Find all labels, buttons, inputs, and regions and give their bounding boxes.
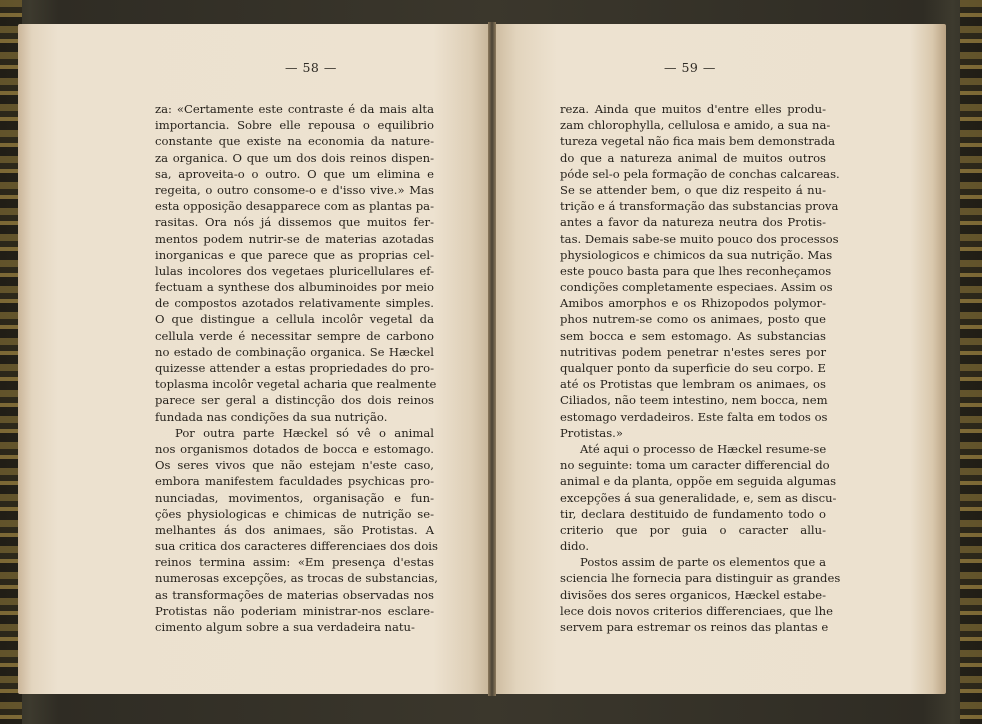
text-line: lulas incolores dos vegetaes pluricellulares ef- <box>155 263 434 278</box>
text-line: toplasma incolôr vegetal acharia que realmente <box>155 377 437 392</box>
text-line: no seguinte: toma um caracter differencial do <box>560 458 830 473</box>
text-line: sa, aproveita-o o outro. O que um elimina e <box>155 166 434 181</box>
text-line: parece ser geral a distincção dos dois reinos <box>155 393 434 408</box>
text-line: Protistas.» <box>560 425 623 440</box>
left-page-number: — 58 — <box>285 60 337 75</box>
text-line: cimento algum sobre a sua verdadeira natu- <box>155 620 415 634</box>
text-line: Até aqui o processo de Hæckel resume-se <box>580 441 827 456</box>
text-line: lece dois novos criterios differenciaes, que lhe <box>560 603 833 618</box>
text-line: fectuam a synthese dos albuminoides por meio <box>155 280 434 295</box>
text-line: mentos podem nutrir-se de materias azotadas <box>155 231 434 246</box>
text-line: estomago verdadeiros. Este falta em todos os <box>560 409 828 424</box>
text-line: numerosas excepções, as trocas de substancias, <box>155 571 438 586</box>
text-line: servem para estremar os reinos das plantas e <box>560 620 829 634</box>
text-line: melhantes ás dos animaes, são Protistas. A <box>155 522 434 537</box>
text-line: qualquer ponto da superficie do seu corpo. E <box>560 361 826 375</box>
text-line: animal e da planta, oppõe em seguida algumas <box>560 474 837 489</box>
text-line: até os Protistas que lembram os animaes, os <box>560 377 826 392</box>
text-line: Os seres vivos que não estejam n'este caso, <box>155 458 434 473</box>
right-page-text <box>560 101 841 635</box>
text-line: O que distingue a cellula incolôr vegetal da <box>155 312 434 327</box>
text-line: quizesse attender a estas propriedades do pro- <box>155 361 434 375</box>
text-line: fundada nas condições da sua nutrição. <box>155 409 388 424</box>
text-line: criterio que por guia o caracter allu- <box>560 522 826 537</box>
left-page-text <box>155 101 438 635</box>
text-line: Se se attender bem, o que diz respeito á nu- <box>560 182 826 197</box>
text-line: as transformações de materias observadas nos <box>155 587 434 602</box>
text-line: sua critica dos caracteres differenciaes dos dois <box>155 539 438 554</box>
text-line: za organica. O que um dos dois reinos dispen- <box>155 150 434 165</box>
text-line: de compostos azotados relativamente simples. <box>155 296 434 311</box>
text-line: importancia. Sobre elle repousa o equilibrio <box>155 118 434 133</box>
text-line: nunciadas, movimentos, organisação e fun- <box>155 490 434 505</box>
text-line: trição e á transformação das substancias prova <box>560 199 839 214</box>
book-gutter <box>488 22 496 696</box>
text-line: Postos assim de parte os elementos que a <box>580 555 826 570</box>
text-line: nutritivas podem penetrar n'estes seres por <box>560 344 826 359</box>
text-line: esta opposição desapparece com as plantas pa- <box>155 199 434 214</box>
text-line: cellula verde é necessitar sempre de carbono <box>155 328 434 343</box>
text-line: tir, declara destituido de fundamento todo o <box>560 506 826 521</box>
text-line: Protistas não poderiam ministrar-nos esclare- <box>155 603 434 618</box>
text-line: rasitas. Ora nós já dissemos que muitos fer- <box>155 215 434 230</box>
text-line: constante que existe na economia da nature- <box>155 134 434 149</box>
text-line: physiologicos e chimicos da sua nutrição. Mas <box>560 247 833 262</box>
right-page-number: — 59 — <box>664 60 716 75</box>
text-line: sciencia lhe fornecia para distinguir as grandes <box>560 571 841 586</box>
text-line: reza. Ainda que muitos d'entre elles produ- <box>560 102 826 116</box>
text-line: embora manifestem faculdades psychicas pro- <box>155 474 434 489</box>
text-line: Por outra parte Hæckel só vê o animal <box>175 425 434 440</box>
text-line: este pouco basta para que lhes reconheçamos <box>560 263 832 278</box>
text-line: nos organismos dotados de bocca e estomago. <box>155 441 434 456</box>
text-line: regeita, o outro consome-o e d'isso vive.» Mas <box>155 182 434 197</box>
text-line: antes a favor da natureza neutra dos Protis- <box>560 215 826 230</box>
text-line: divisões dos seres organicos, Hæckel estabe- <box>560 587 826 602</box>
text-line: ções physiologicas e chimicas de nutrição se- <box>155 506 434 521</box>
text-line: reinos termina assim: «Em presença d'estas <box>155 555 434 570</box>
text-line: dido. <box>560 539 590 554</box>
text-line: Ciliados, não teem intestino, nem bocca, nem <box>560 393 828 408</box>
text-line: sem bocca e sem estomago. As substancias <box>560 328 826 343</box>
text-line: phos nutrem-se como os animaes, posto que <box>560 312 826 327</box>
text-line: tureza vegetal não fica mais bem demonstrada <box>560 134 836 149</box>
right-cover-edge <box>960 0 982 724</box>
text-line: Amibos amorphos e os Rhizopodos polymor- <box>560 296 826 311</box>
text-line: póde sel-o pela formação de conchas calcareas. <box>560 166 840 181</box>
text-line: excepções á sua generalidade, e, sem as discu- <box>560 490 837 505</box>
text-line: zam chlorophylla, cellulosa e amido, a sua na- <box>560 118 831 133</box>
text-line: inorganicas e que parece que as proprias cel- <box>155 247 434 262</box>
text-line: do que a natureza animal de muitos outros <box>560 150 826 165</box>
text-line: no estado de combinação organica. Se Hæckel <box>155 344 434 359</box>
text-line: tas. Demais sabe-se muito pouco dos processos <box>560 231 839 246</box>
text-line: condições completamente especiaes. Assim os <box>560 280 833 295</box>
text-line: za: «Certamente este contraste é da mais alta <box>155 102 434 116</box>
